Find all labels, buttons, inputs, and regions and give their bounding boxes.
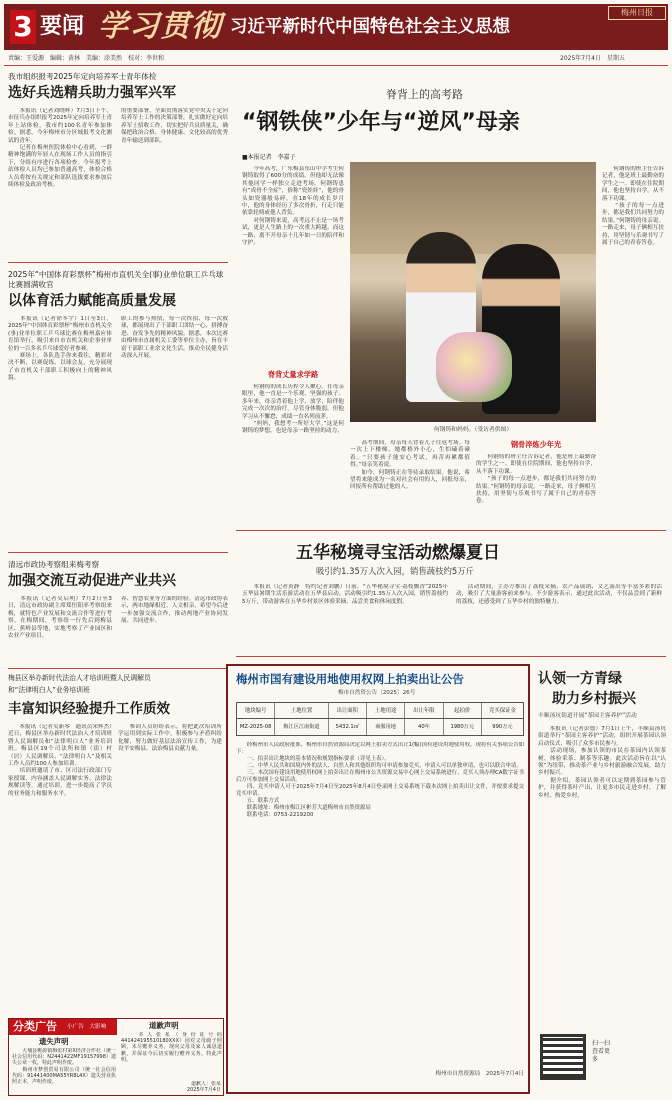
table-header: 出让年限 <box>405 703 443 718</box>
auction-notice <box>226 664 530 1094</box>
story-byline: ■本报记者 李嘉子 <box>242 154 296 161</box>
article-headline: 以体育活力赋能高质量发展 <box>8 293 176 309</box>
story-body-4: 何钢铸的班主任告诉记者，他是班上最勤奋的学生之一。即使在住院期间，他也坚持自学，从不落下功课。 “孩子的每一点进步，都是我们共同努力的结果。”何钢铸的母亲说。一路走来，母子俩相互扶持，用坚韧与乐观书写了属于自己的青春答卷。 <box>476 454 596 505</box>
paper-name: 梅州日报 <box>621 8 653 17</box>
story-kicker: 脊背上的高考路 <box>386 88 463 101</box>
story-photo <box>350 162 596 422</box>
qr-code <box>540 1034 586 1080</box>
article-recruit <box>8 70 228 258</box>
law-training-story <box>8 672 222 1012</box>
notice-title: 梅州市国有建设用地使用权网上拍卖出让公告 <box>236 672 464 686</box>
paper-logo <box>608 6 666 20</box>
table-row <box>237 719 523 735</box>
classified-title: 分类广告 <box>13 1020 57 1033</box>
article-body-cont: 的重要部署，全面贯彻落实党中央关于定向培养军士工作的决策部署，扎实做好定向培养军士招收工作，切实把好兵员质量关，确保把政治合格、身体健康、文化较高的优秀青年输送到部队。 <box>121 108 228 144</box>
summer-story <box>236 534 666 654</box>
article-title: 2025年“中国体育彩票杯”梅州市直机关全(事)业单位职工乒乓球比赛圆满收官 <box>8 270 224 289</box>
story-body: 今年高考，广东梅县东山中学考生何钢铸取得了600分的成绩，但他却无法像其他同学一样独立走进考场。何钢铸患有“成骨不全症”，俗称“瓷娃娃”，他的骨头如瓷器般易碎。在18年的成长岁月中，他的身体经历了多次骨折，行走只能依靠轮椅或他人背负。 对何钢铸来说，高考远不止是一场考试，更是人生路上的一次重大跨越。而这一路，离不开母亲十几年如一日的陪伴和守护。 <box>242 166 344 247</box>
story-body: 本报讯（记者吴新琴 通讯员宋辉杰）近日，梅县区举办新时代法治人才培训班暨人民调解员和“法律明白人”业务培训班。梅县区19个司法所和镇（街）村（居）人民调解员、“法律明白人”及相关工作人员约100人参加培训。 培训班邀请了市、区司法行政部门专家授课，内容涵盖人民调解实务、法律法规解读等。通过培训，进一步提高了学员的业务能力和服务水平。 <box>8 724 112 797</box>
table-cell: 1980万元 <box>444 719 482 735</box>
divider <box>236 656 666 657</box>
story-body-right: 何钢铸的班主任告诉记者，他是班上最勤奋的学生之一。即使在住院期间，他也坚持自学，从不落下功课。 “孩子的每一点进步，都是我们共同努力的结果。”何钢铸的母亲说。一路走来，母子俩相互扶持，用坚韧与乐观书写了属于自己的青春答卷。 <box>602 166 664 247</box>
story-headline: 丰富知识经验提升工作质效 <box>8 701 170 717</box>
story-title-2: 和“法律明白人”业务培训班 <box>8 686 90 694</box>
story-title: 梅县区举办新时代法治人才培训班暨人民调解员 <box>8 674 151 682</box>
table-header: 出让面积 <box>329 703 367 718</box>
ad-title: 遗失声明 <box>39 1037 69 1046</box>
article-body-cont: 职工的参与热情，每一次挥拍、每一次救球，都展现出了干部职工团结一心、拼搏奋进、奋发争先的精神风貌。据悉，本次比赛由梅州市直属机关工委等单位主办，旨在丰富干部职工业余文化生活，推动全民健身活动深入开展。 <box>121 316 228 360</box>
masthead-bar <box>4 4 668 50</box>
story-body-2: 活动期间，主办方推出了荔枝采摘、农产品展销、文艺演出等丰富多彩的活动，吸引了大量游客前来参与。不少游客表示，通过此次活动，不仅品尝到了新鲜的荔枝，还感受到了五华乡村的独特魅力。 <box>456 584 662 605</box>
table-cell: MZ-2025-08 <box>237 719 275 735</box>
article-body-cont: 养、智慧农业等方面的经验。清远市政协表示，两市地缘相近、人文相亲，希望今后进一步加强交流合作，推动两地产业协同发展、共同进步。 <box>121 596 228 625</box>
photo-caption: 何钢铸和妈妈。（受访者供图） <box>433 427 513 433</box>
divider <box>8 552 228 553</box>
article-body: 本报讯（记者徐冬宇）1日至3日，2025年“中国体育彩票杯”梅州市直机关全(事)业单位职工乒乓球比赛在梅州嘉应体育馆举行，吸引来自市直机关和企事业单位的一百多名乒乓球爱好者参赛。 赛场上，各队选手你来我往，精彩对决不断，以赛促练、以球会友，充分展现了市直机关干部职工积极向上的精神风貌。 <box>8 316 112 382</box>
table-header: 土地用途 <box>367 703 405 718</box>
story-headline: 认领一方青绿 <box>538 671 622 687</box>
story-body: 本报讯（记者黄静 特约记者刘鹏）日前，“五华秘境寻宝·荔枝飘香”2025年五华县暑期生活乐游活动在五华县启动。活动吸引约1.35万人次入园，销售荔枝约5万斤，带动游客在五华乡村景区体验采摘、品尝美食和休闲度假。 <box>242 584 448 605</box>
banner-big: 学习贯彻 <box>98 9 222 44</box>
masthead-rule <box>4 65 668 66</box>
story-headline: “钢铁侠”少年与“逆风”母亲 <box>242 110 520 135</box>
story-body-2: 参训人员纷纷表示，将把此次培训所学运用到实际工作中，积极参与矛盾纠纷化解，努力做好基层法治宣传工作，为建设平安梅县、法治梅县贡献力量。 <box>118 724 222 753</box>
story-headline-2: 助力乡村振兴 <box>552 691 636 707</box>
story-subhead: 钢骨淬炼少年光 <box>510 440 562 449</box>
story-body: 本报讯（记者彭德）7月1日上午，丰顺县汤坑街道举行“茶园主客养护”活动，组织开展茶园认领启动仪式，吸引了众多市民参与。 活动现场，参加认领的市民在茶园内认领茶树，体验采茶、制茶等乐趣。此次活动旨在以“认领”为纽带，推动茶产业与乡村旅游融合发展，助力乡村振兴。 据介绍，茶园认领者可以定期到茶园参与管护，并获得茶叶产出，让更多市民走进乡村、了解乡村、热爱乡村。 <box>538 726 666 799</box>
story-deck: 吸引约1.35万人次入园，销售蔬枝约5万斤 <box>316 566 474 576</box>
date-line: 2025年7月4日 星期五 <box>560 55 625 62</box>
story-headline: 五华秘境寻宝活动燃爆夏日 <box>296 543 500 563</box>
article-title: 清远市政协考察组来梅考察 <box>8 560 100 569</box>
ad-body: 大埔县桃源镇梅张村第X经济合作社（统一社会信用代码：N2441422MF19157998）遗失公章一枚，特此声明作废。 梅州市梦创贸易有限公司（统一社会信用代码：91441400MA55YR8L4X）遗失营业执照正本，声明作废。 <box>12 1048 116 1086</box>
window-frame <box>350 162 596 254</box>
article-pingpong <box>8 268 228 550</box>
article-body: 本报讯（记者吴启明）7月2日至3日，清远市政协副主席郑恒阳率考察组来梅，就特色产业发展和交流合作等进行考察。在梅期间，考察组一行先后到梅县区、蕉岭县等地，实地考察了产业园区和农业产业项目。 <box>8 596 112 640</box>
ad-sign: 道歉人：张某 2025年7月4日 <box>186 1081 221 1094</box>
ad-body: 本人张某（身份证号码441424195510180XXX）因对父母疏于照顾，未尽赡养义务，现向父母及家人诚恳道歉，并保证今后切实履行赡养义务。特此声明。 <box>121 1032 222 1063</box>
section-label: 要闻 <box>40 14 85 39</box>
table-cell: 40年 <box>405 719 443 735</box>
ad-title: 道歉声明 <box>149 1021 179 1030</box>
table-header: 土地位置 <box>275 703 328 718</box>
divider <box>236 530 666 531</box>
tea-garden-story <box>536 664 666 1094</box>
notice-footer: 梅州市自然资源局 2025年7月4日 <box>435 1071 524 1077</box>
notice-body: 经梅州市人民政府批准，梅州市自然资源局决定以网上拍卖方式出让1(幅)国有建设用地使用权。现将有关事项公告如下： 一、拍卖出让地块的基本情况和规划指标要求（详见上表）。 二、中华人民共和国境内外的法人、自然人和其他组织均可申请参加竞买，申请人可以单独申请，也可以联合申请。 三、本次国有建设用地使用权网上拍卖出让在梅州市公共资源交易中心网上交易系统进行，竞买人须办理CA数字证书后方可参加网上交易活动。 四、竞买申请人可于2025年7月4日至2025年8月4日登录网上交易系统下载本次网上拍卖出让文件，并按要求提交竞买申请。 五、联系方式 联系地址：梅州市梅江区彬芳大道梅州市自然资源局 联系电话：0753-2219200 <box>236 742 524 818</box>
flower-bouquet <box>436 332 512 402</box>
article-headline: 选好兵选精兵助力强军兴军 <box>8 85 176 101</box>
story-subhead: 脊背丈量求学路 <box>267 370 319 379</box>
classified-hotline: 小广告 大影响 <box>67 1024 107 1030</box>
table-header: 起拍价 <box>444 703 482 718</box>
divider <box>8 668 228 669</box>
table-cell: 990万元 <box>492 724 513 730</box>
story-body-3: 高考期间，母亲每天背着儿子往返考场。每一次上下楼梯，她都格外小心，生怕磕着碰着。“只要孩子能安心考试，再苦再累都值得。”母亲笑着说。 如今，何钢铸正在等待录取结果。他说，希望将来能成为一名对社会有用的人，回报母亲，回报所有帮助过他的人。 <box>350 440 470 491</box>
article-title: 我市组织报考2025年定向培养军士青年体检 <box>8 72 157 81</box>
article-body: 本报讯（记者刘晓辉）7月3日下午，市征兵办组织报考2025年定向培养军士青年上站体检，我市约100名青年参加体检。据悉，今年梅州市分区域报考文化测试的青年。 记者在梅州医院体检中心看到，一群精神饱满的年轻人在现场工作人员的指引下，分组有序进行各项检查。今年报考上站体检人员均已参加普通高考，体检合格人员将按有关规定和部队选拔要求参加后续体检及政治考核。 <box>8 108 112 189</box>
article-headline: 加强交流互动促进产业共兴 <box>8 573 176 589</box>
banner-main: 习近平新时代中国特色社会主义思想 <box>230 17 510 37</box>
table-cell: 5432.1㎡ <box>329 719 367 735</box>
divider <box>8 262 228 263</box>
page-number: 3 <box>10 10 36 44</box>
classified-ads <box>8 1018 224 1096</box>
qr-caption: 扫一扫查看更多 <box>592 1040 611 1063</box>
editor-line: 责编：王爱源 编辑：黄林 美编：涂美然 校对：李世和 <box>8 55 165 62</box>
classified-banner <box>9 1019 117 1035</box>
article-qingyuan <box>8 558 228 666</box>
notice-number: 梅市自然资公告〔2025〕26号 <box>338 690 416 696</box>
auction-table <box>236 702 524 736</box>
story-body-2: 何钢铸的成长历程令人揪心。在母亲眼里，他一直是一个乐观、坚强的孩子。多年来，母亲背着他上学、放学，陪伴他完成一次次的治疗。尽管身体脆弱，但他学习从不懈怠，成绩一直名列前茅。 “妈妈，我想考一所好大学。”这是何钢铸的梦想，也是母亲一路坚持的动力。 <box>242 384 344 435</box>
story-deck: 丰顺汤坑街道开展“茶园主客养护”活动 <box>538 713 637 719</box>
feature-story <box>236 70 666 530</box>
table-header-row <box>237 703 523 719</box>
table-cell: 梅江区江南街道 <box>275 719 328 735</box>
table-cell: 商服用地 <box>367 719 405 735</box>
table-header: 地块编号 <box>237 703 275 718</box>
table-header: 竞买保证金 <box>488 708 516 714</box>
